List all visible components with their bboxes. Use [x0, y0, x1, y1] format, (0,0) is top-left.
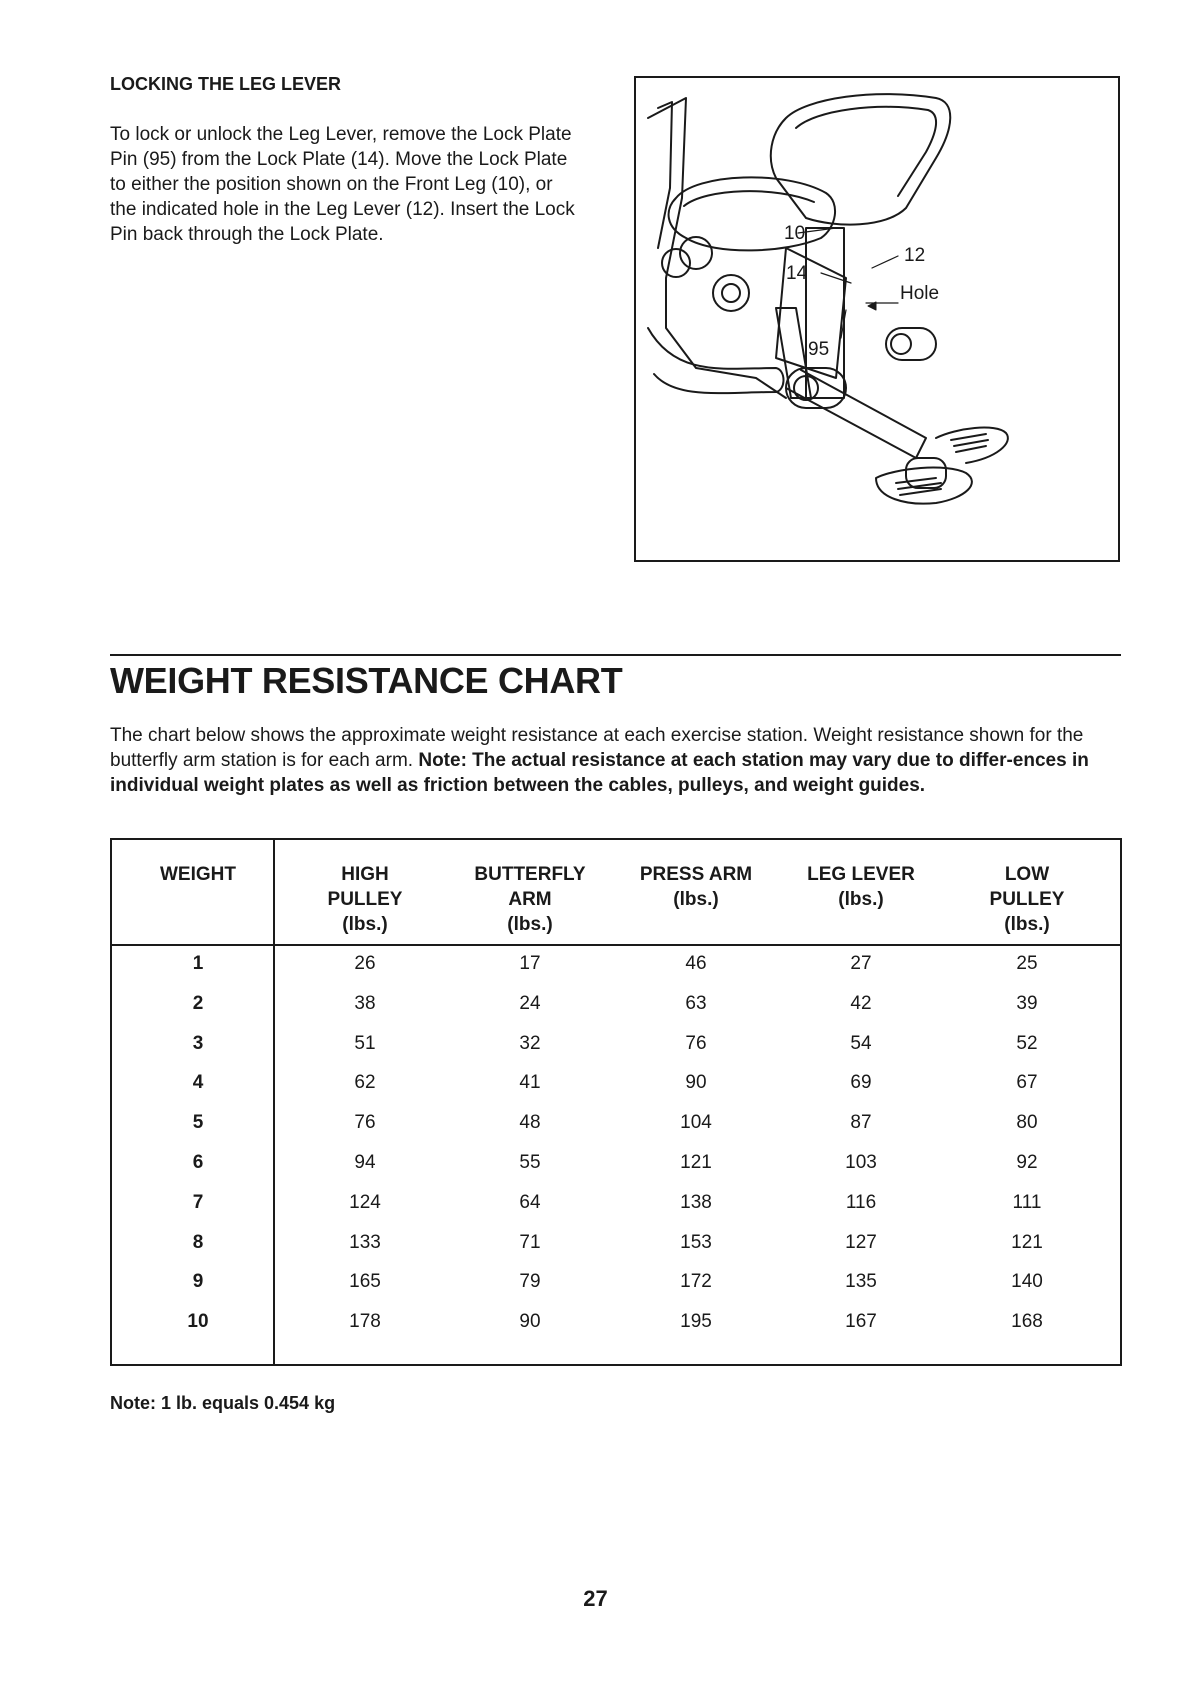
table-cell-leg-lever: 42 — [850, 992, 872, 1014]
column-header-low-pulley — [952, 862, 1102, 937]
table-cell-press-arm: 138 — [680, 1191, 712, 1213]
table-cell-weight: 4 — [192, 1072, 204, 1094]
leg-lever-heading: LOCKING THE LEG LEVER — [110, 74, 342, 94]
column-header-line: PRESS ARM — [639, 864, 753, 885]
table-cell-butterfly-arm: 32 — [519, 1032, 541, 1054]
table-cell-weight: 1 — [192, 953, 204, 974]
leg-lever-illustration — [634, 76, 1120, 562]
table-row — [112, 1270, 1120, 1300]
table-cell-press-arm: 46 — [685, 953, 707, 974]
callout-12: 12 — [904, 245, 926, 266]
table-cell-high-pulley: 124 — [349, 1191, 381, 1213]
column-header-leg-lever — [786, 862, 936, 912]
column-header-line: (lbs.) — [507, 914, 553, 935]
table-cell-high-pulley: 94 — [354, 1152, 376, 1173]
chart-intro — [110, 723, 1125, 798]
table-row — [112, 1151, 1120, 1181]
leg-lever-instructions: To lock or unlock the Leg Lever, remove the Lock Plate Pin (95) from the Lock Plate (14). Move the Lock Plate to either the position shown on the Front Leg (10), or the indicated hole in the Leg Lever (12). Insert the Lock Pin back through the Lock Plate. — [110, 124, 575, 245]
callout-hole: Hole — [900, 283, 940, 304]
table-cell-leg-lever: 103 — [845, 1152, 877, 1173]
table-cell-leg-lever: 54 — [850, 1032, 872, 1054]
table-cell-low-pulley: 25 — [1016, 953, 1038, 974]
table-cell-low-pulley: 121 — [1011, 1231, 1043, 1253]
table-cell-butterfly-arm: 55 — [519, 1152, 541, 1173]
table-cell-weight: 2 — [192, 992, 204, 1014]
table-cell-press-arm: 76 — [685, 1032, 707, 1054]
chart-intro-note: Note: The actual resistance at each station may vary due to differ-ences in individual weight plates as well as friction between the cables, pulleys, and weight guides. — [110, 750, 1089, 796]
column-header-line: (lbs.) — [838, 889, 884, 910]
column-header-line: ARM — [508, 889, 552, 910]
column-header-high-pulley — [290, 862, 440, 937]
table-cell-press-arm: 121 — [680, 1152, 712, 1173]
table-cell-butterfly-arm: 79 — [519, 1271, 541, 1293]
table-cell-low-pulley: 52 — [1016, 1032, 1038, 1054]
table-cell-press-arm: 90 — [685, 1072, 707, 1094]
table-cell-weight: 3 — [192, 1032, 204, 1054]
table-row — [112, 1071, 1120, 1101]
table-cell-high-pulley: 76 — [354, 1112, 376, 1134]
table-cell-low-pulley: 168 — [1011, 1311, 1043, 1333]
table-cell-high-pulley: 38 — [354, 992, 376, 1014]
table-cell-low-pulley: 39 — [1016, 992, 1038, 1014]
column-header-line: (lbs.) — [1004, 914, 1050, 935]
weight-resistance-table — [110, 838, 1122, 1366]
column-header-line: (lbs.) — [673, 889, 719, 910]
table-row — [112, 1191, 1120, 1221]
table-row — [112, 952, 1120, 982]
table-cell-high-pulley: 62 — [354, 1072, 376, 1094]
leg-lever-drawing — [636, 78, 1118, 560]
table-cell-press-arm: 153 — [680, 1231, 712, 1253]
table-header-divider — [112, 944, 1120, 946]
table-cell-weight: 5 — [192, 1112, 204, 1134]
table-cell-high-pulley: 26 — [354, 953, 376, 974]
column-header-line: PULLEY — [327, 889, 403, 910]
table-cell-butterfly-arm: 64 — [519, 1191, 541, 1213]
table-cell-leg-lever: 127 — [845, 1231, 877, 1253]
table-row — [112, 1111, 1120, 1141]
table-cell-high-pulley: 51 — [354, 1032, 376, 1054]
table-cell-weight: 8 — [192, 1231, 204, 1253]
table-cell-low-pulley: 140 — [1011, 1271, 1043, 1293]
table-cell-high-pulley: 133 — [349, 1231, 381, 1253]
column-header-line: LEG LEVER — [807, 864, 915, 885]
table-cell-low-pulley: 111 — [1012, 1191, 1042, 1213]
table-cell-leg-lever: 27 — [850, 953, 872, 974]
conversion-note: Note: 1 lb. equals 0.454 kg — [110, 1393, 336, 1413]
column-header-butterfly-arm — [455, 862, 605, 937]
chart-title: WEIGHT RESISTANCE CHART — [110, 660, 623, 701]
table-cell-press-arm: 63 — [685, 992, 707, 1014]
table-cell-low-pulley: 80 — [1016, 1112, 1038, 1134]
column-header-line: (lbs.) — [342, 914, 388, 935]
table-cell-low-pulley: 67 — [1016, 1072, 1038, 1094]
chart-intro-text: The chart below shows the approximate weight resistance at each exercise station. Weight resistance shown for the butterfly arm station is for each arm. — [110, 725, 1084, 771]
section-divider — [110, 654, 1121, 656]
table-cell-butterfly-arm: 71 — [519, 1231, 541, 1253]
table-cell-weight: 9 — [192, 1271, 204, 1293]
table-row — [112, 1231, 1120, 1261]
table-cell-butterfly-arm: 41 — [519, 1072, 541, 1094]
page-number: 27 — [583, 1586, 608, 1611]
table-cell-butterfly-arm: 48 — [519, 1112, 541, 1134]
table-cell-leg-lever: 116 — [845, 1191, 877, 1213]
table-cell-press-arm: 104 — [680, 1112, 712, 1134]
column-header-line: LOW — [1004, 864, 1050, 885]
column-header-weight — [123, 862, 273, 887]
table-cell-butterfly-arm: 90 — [519, 1311, 541, 1333]
table-cell-press-arm: 172 — [680, 1271, 712, 1293]
column-header-line: HIGH — [341, 864, 389, 885]
column-header-line: WEIGHT — [160, 864, 236, 885]
table-row — [112, 992, 1120, 1022]
column-header-line: BUTTERFLY — [474, 864, 586, 885]
table-cell-leg-lever: 69 — [850, 1072, 872, 1094]
table-cell-low-pulley: 92 — [1016, 1152, 1038, 1173]
table-cell-press-arm: 195 — [680, 1311, 712, 1333]
table-cell-high-pulley: 178 — [349, 1311, 381, 1333]
column-header-press-arm — [621, 862, 771, 912]
table-cell-leg-lever: 87 — [850, 1112, 872, 1134]
column-header-line: PULLEY — [989, 889, 1065, 910]
table-cell-high-pulley: 165 — [349, 1271, 381, 1293]
table-cell-butterfly-arm: 24 — [519, 992, 541, 1014]
table-cell-leg-lever: 167 — [845, 1311, 877, 1333]
table-row — [112, 1032, 1120, 1062]
callout-14: 14 — [786, 263, 808, 284]
table-cell-butterfly-arm: 17 — [519, 953, 541, 974]
table-cell-weight: 7 — [192, 1191, 204, 1213]
table-cell-leg-lever: 135 — [845, 1271, 877, 1293]
table-cell-weight: 6 — [192, 1152, 204, 1173]
callout-95: 95 — [808, 339, 830, 360]
callout-10: 10 — [784, 223, 806, 244]
table-row — [112, 1310, 1120, 1340]
table-cell-weight: 10 — [187, 1311, 209, 1333]
